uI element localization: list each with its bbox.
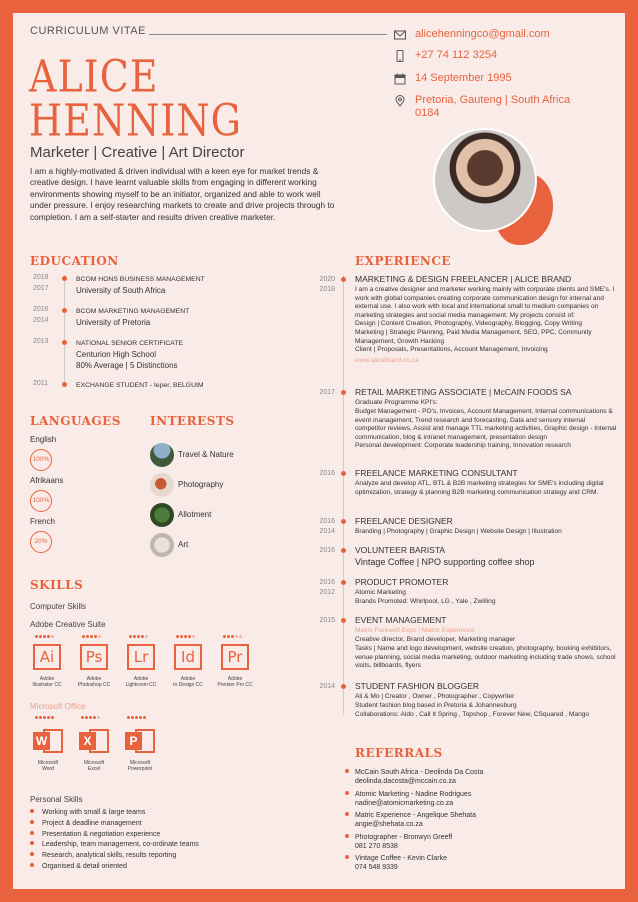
cv-label: CURRICULUM VITAE <box>30 25 146 37</box>
experience-title: RETAIL MARKETING ASSOCIATE | McCAIN FOODS SA <box>355 387 572 397</box>
photography-image <box>150 473 174 497</box>
bullet <box>30 831 34 835</box>
experience-body: Branding | Photography | Graphic Design | Website Design | Illustration <box>355 528 562 535</box>
referral-item <box>345 768 483 786</box>
phone-text: +27 74 112 3254 <box>415 49 498 61</box>
location-pin-icon <box>394 95 406 107</box>
bullet <box>345 791 349 795</box>
experience-title: FREELANCE MARKETING CONSULTANT <box>355 468 518 478</box>
rating-dots <box>35 716 54 719</box>
bullet <box>30 809 34 813</box>
rating-dot <box>133 635 136 638</box>
email-text: alicehenningco@gmail.com <box>415 28 550 40</box>
rating-dot <box>35 635 38 638</box>
rating-dot <box>129 635 132 638</box>
referral-name: Matric Experience - Angelique Shehata <box>355 812 477 819</box>
language-level: 100% <box>30 490 52 512</box>
personal-skill-text: Organised & detail oriented <box>42 863 127 870</box>
rating-dots <box>81 716 100 719</box>
languages-title: LANGUAGES <box>30 414 121 428</box>
rating-dot <box>51 635 54 638</box>
app-badge: W <box>33 732 50 750</box>
app-label: Powerpoint <box>127 766 153 772</box>
adobe-heading: Adobe Creative Suite <box>30 620 106 629</box>
app-label: Microsoft <box>129 760 151 766</box>
art-image <box>150 533 174 557</box>
experience-dot <box>341 471 346 476</box>
referral-name: McCain South Africa - Deolinda Da Costa <box>355 769 484 776</box>
experience-body: Student fashion blog based in Pretoria & Johannesburg <box>355 702 517 709</box>
experience-muted: Matric Farewell Expo | Matric Experience <box>355 627 475 634</box>
rating-dot <box>145 635 148 638</box>
rating-dot <box>89 716 92 719</box>
personal-skill-item <box>30 852 176 859</box>
app-label: Lightroom CC <box>125 682 157 688</box>
education-line: EXCHANGE STUDENT - Ieper, BELGUIM <box>76 382 204 389</box>
experience-title: PRODUCT PROMOTER <box>355 577 449 587</box>
experience-year-start: 2014 <box>319 683 335 690</box>
bullet <box>30 841 34 845</box>
referral-name: Atomic Marketing - Nadine Rodrigues <box>355 790 472 798</box>
rating-dot <box>235 635 238 638</box>
allotment-image <box>150 503 174 527</box>
rating-dots <box>82 635 101 638</box>
rating-dots <box>129 635 148 638</box>
referral-item <box>345 833 452 851</box>
personal-skill-item <box>30 841 199 848</box>
app-label: Illustrator CC <box>32 682 62 688</box>
word-icon <box>33 726 63 756</box>
education-year-start: 2016 <box>33 306 49 313</box>
rating-dot <box>137 635 140 638</box>
calendar-icon <box>394 73 406 85</box>
interests-title: INTERESTS <box>150 414 235 428</box>
experience-year-start: 2015 <box>319 617 335 624</box>
education-year-start: 2013 <box>33 338 49 345</box>
education-year-start: 2018 <box>33 274 49 281</box>
profile-photo <box>433 128 537 232</box>
language-name: English <box>30 435 57 444</box>
personal-skill-text: Leadership, team management, co-ordinate teams <box>42 841 199 849</box>
rating-dot <box>82 635 85 638</box>
experience-year-start: 2020 <box>319 276 335 283</box>
skills-title: SKILLS <box>30 578 84 592</box>
computer-skills-heading: Computer Skills <box>30 602 87 611</box>
rating-dot <box>94 635 97 638</box>
referral-item <box>345 811 476 829</box>
experience-link[interactable]: www.alicebrand.co.za <box>355 357 419 364</box>
adobe-ps-icon: Ps <box>80 644 108 670</box>
language-name: Afrikaans <box>30 476 64 485</box>
experience-year-start: 2016 <box>319 579 335 586</box>
location-line-1: Pretoria, Gauteng | South Africa <box>415 94 571 106</box>
experience-dot <box>341 548 346 553</box>
education-dot <box>62 276 67 281</box>
rating-dot <box>81 716 84 719</box>
bullet <box>345 769 349 773</box>
personal-skill-item <box>30 831 160 838</box>
experience-dot <box>341 580 346 585</box>
app-label: Excel <box>87 766 101 772</box>
app-label: Adobe <box>86 676 102 682</box>
experience-title: EVENT MANAGEMENT <box>355 615 447 625</box>
education-line: 80% Average | 5 Distinctions <box>76 361 178 370</box>
contact-email[interactable] <box>394 28 550 41</box>
header-divider <box>149 34 387 35</box>
app-badge: P <box>125 732 142 750</box>
referral-contact: angie@shehata.co.za <box>355 821 423 828</box>
rating-dot <box>176 635 179 638</box>
bullet <box>345 812 349 816</box>
app-badge: X <box>79 732 96 750</box>
rating-dots <box>127 716 146 719</box>
experience-year-end: 2014 <box>319 528 335 535</box>
personal-skill-text: Working with small & large teams <box>42 809 146 816</box>
rating-dot <box>227 635 230 638</box>
education-dot <box>62 308 67 313</box>
app-label: Microsoft <box>83 760 105 766</box>
rating-dot <box>135 716 138 719</box>
education-year-end: 2014 <box>33 317 49 324</box>
location-line-2: 0184 <box>415 107 440 119</box>
interest-label: Photography <box>178 480 224 489</box>
contact-dob <box>394 72 512 85</box>
rating-dot <box>184 635 187 638</box>
experience-timeline <box>343 275 344 715</box>
experience-body: Design | Content Creation, Photography, Videography, Blogging, Copy Writing <box>355 320 583 327</box>
referral-contact: deolinda.dacosta@mccain.co.za <box>355 778 456 785</box>
rating-dot <box>141 635 144 638</box>
experience-body: Personal development: Corporate leadership training, Innovation research <box>355 442 571 449</box>
experience-title: MARKETING & DESIGN FREELANCER | ALICE BRAND <box>355 274 572 284</box>
experience-body: Graduate Programme KPI's: <box>355 399 438 406</box>
personal-skills-heading: Personal Skills <box>30 795 83 804</box>
rating-dot <box>139 716 142 719</box>
bio: I am a highly-motivated & driven individual with a keen eye for market trends & creative design. I have learnt valuable skills from engaging in different working environments showing myself to be an initiator, organized and able to work well under pressure. I enjoy researching markets to create and drive projects through to completion. I am a self-starter and results driven creative marketer. <box>30 166 335 222</box>
interest-label: Art <box>178 540 189 549</box>
experience-body: Client | Proposals, Presentations, Account Management, Invoicing <box>355 346 548 353</box>
personal-skill-item <box>30 820 142 827</box>
bullet <box>30 820 34 824</box>
experience-body: Marketing | Strategic Planning, Paid Media Management, SEO, PPC, Community Management, Growth Hacking <box>355 329 592 345</box>
experience-dot <box>341 390 346 395</box>
app-label: Microsoft <box>37 760 59 766</box>
phone-icon <box>394 50 406 62</box>
ms-heading: Microsoft Office <box>30 702 86 711</box>
rating-dot <box>85 716 88 719</box>
adobe-lr-icon: Lr <box>127 644 155 670</box>
personal-skill-text: Research, analytical skills, results reporting <box>42 852 177 860</box>
app-label: Adobe <box>133 676 149 682</box>
powerpoint-icon <box>125 726 155 756</box>
travel-nature-image <box>150 443 174 467</box>
experience-year-end: 2012 <box>319 589 335 596</box>
experience-subtitle: Vintage Coffee | NPO supporting coffee shop <box>355 557 535 567</box>
language-level: 100% <box>30 449 52 471</box>
rating-dot <box>239 635 242 638</box>
language-level: 20% <box>30 531 52 553</box>
education-dot <box>62 382 67 387</box>
experience-year-start: 2016 <box>319 547 335 554</box>
rating-dot <box>97 716 100 719</box>
rating-dot <box>98 635 101 638</box>
bullet <box>345 855 349 859</box>
rating-dot <box>231 635 234 638</box>
rating-dot <box>43 635 46 638</box>
experience-body: Creative director, Brand developer, Marketing manager <box>355 636 516 643</box>
experience-body: Tasks | Name and logo development, website creation, photography, booking exhibitors, venue planning, social media marketing, outdoor marketing including trade shows, school visits, billboards, flyers <box>355 645 616 669</box>
dob-text: 14 September 1995 <box>415 72 512 84</box>
app-label: Adobe <box>227 676 243 682</box>
interest-label: Travel & Nature <box>178 450 234 459</box>
rating-dot <box>188 635 191 638</box>
rating-dot <box>43 716 46 719</box>
experience-title: FREELANCE DESIGNER <box>355 516 453 526</box>
referral-name: Photographer - Bronwyn Greeff <box>355 833 453 841</box>
bullet <box>30 852 34 856</box>
rating-dots <box>35 635 54 638</box>
education-dot <box>62 340 67 345</box>
language-name: French <box>30 517 55 526</box>
experience-year-start: 2016 <box>319 470 335 477</box>
adobe-pr-icon: Pr <box>221 644 249 670</box>
experience-body: I am a creative designer and marketer working mainly with corporate clients and SME's. I work with global companies creating corporate communication design for internal and external use. I also work with local and international small to medium companies on marketing strategies and social media management. My projects consist of: <box>355 286 615 319</box>
app-label: Adobe <box>180 676 196 682</box>
app-label: Premier Pro CC <box>217 682 253 688</box>
education-line: University of South Africa <box>76 286 166 295</box>
experience-body: Collaborations: Aldo , Call It Spring , Topshop , Forever New, CSquared , Mango <box>355 711 590 718</box>
personal-skill-text: Project & deadline management <box>42 819 142 827</box>
education-year-start: 2011 <box>33 380 49 387</box>
rating-dot <box>143 716 146 719</box>
education-title: EDUCATION <box>30 254 119 268</box>
app-label: Word <box>42 766 54 772</box>
adobe-id-icon: Id <box>174 644 202 670</box>
education-line: Centurion High School <box>76 350 157 359</box>
app-label: Photoshop CC <box>77 682 111 688</box>
rating-dot <box>93 716 96 719</box>
rating-dot <box>223 635 226 638</box>
app-label: Adobe <box>39 676 55 682</box>
personal-skill-item <box>30 809 145 816</box>
experience-body: Budget Management - PO's, Invoices, Account Management, Internal communications & event management, Trend research and forecasting, Data and sensory internal competitor reviews, Assist and manage TTL marketing activities, Graphic design - Internal communication, blog & intranet management, presentation design <box>355 408 617 441</box>
education-year-end: 2017 <box>33 285 49 292</box>
education-line: BCOM HONS BUSINESS MANAGEMENT <box>76 276 205 283</box>
rating-dots <box>223 635 242 638</box>
location-text <box>415 94 570 120</box>
tagline: Marketer | Creative | Art Director <box>30 144 245 161</box>
rating-dot <box>192 635 195 638</box>
rating-dots <box>176 635 195 638</box>
rating-dot <box>127 716 130 719</box>
bullet <box>345 834 349 838</box>
rating-dot <box>90 635 93 638</box>
education-line: NATIONAL SENIOR CERTIFICATE <box>76 340 184 347</box>
experience-dot <box>341 277 346 282</box>
interest-label: Allotment <box>178 510 212 519</box>
excel-icon <box>79 726 109 756</box>
experience-title: VOLUNTEER BARISTA <box>355 545 446 555</box>
rating-dot <box>47 716 50 719</box>
rating-dot <box>86 635 89 638</box>
rating-dot <box>39 635 42 638</box>
experience-year-end: 2018 <box>319 286 335 293</box>
referral-name: Vintage Coffee - Kevin Clarke <box>355 855 447 862</box>
rating-dot <box>51 716 54 719</box>
resume-page <box>13 13 625 889</box>
education-line: University of Pretoria <box>76 318 151 327</box>
app-label: In Design CC <box>173 682 203 688</box>
rating-dot <box>35 716 38 719</box>
personal-skill-item <box>30 863 127 870</box>
rating-dot <box>180 635 183 638</box>
rating-dot <box>39 716 42 719</box>
education-timeline <box>64 275 65 387</box>
contact-phone[interactable] <box>394 49 497 62</box>
referral-contact: 081 270 8538 <box>355 842 398 850</box>
experience-body: Ali & Mo | Creator , Owner , Photographer , Copywriter <box>355 693 515 700</box>
experience-dot <box>341 618 346 623</box>
experience-year-start: 2017 <box>319 389 335 396</box>
experience-dot <box>341 684 346 689</box>
adobe-ai-icon: Ai <box>33 644 61 670</box>
referral-item <box>345 854 447 872</box>
experience-body: Brands Promoted: Whirlpool, LG , Yale , Zwilling <box>355 598 496 605</box>
profile-photo-area <box>433 125 553 255</box>
first-name: ALICE <box>29 51 159 102</box>
experience-title: STUDENT FASHION BLOGGER <box>355 681 480 691</box>
experience-body: Atomic Marketing <box>355 589 406 596</box>
rating-dot <box>47 635 50 638</box>
referral-contact: 074 548 9339 <box>355 864 398 871</box>
personal-skill-text: Presentation & negotiation experience <box>42 830 161 838</box>
last-name: HENNING <box>29 95 242 146</box>
referral-item <box>345 790 471 808</box>
referral-contact: nadine@atomicmarketing.co.za <box>355 799 454 807</box>
contact-location <box>394 94 570 120</box>
bullet <box>30 863 34 867</box>
experience-title: EXPERIENCE <box>355 254 452 268</box>
education-line: BCOM MARKETING MANAGEMENT <box>76 308 190 315</box>
experience-body: Analyze and develop ATL, BTL & B2B marketing strategies for SME's including digital optimization, strategy & planning B2B marketing communication strategy and CRM. <box>355 480 604 496</box>
experience-dot <box>341 519 346 524</box>
experience-year-start: 2016 <box>319 518 335 525</box>
referrals-title: REFERRALS <box>355 746 443 760</box>
rating-dot <box>131 716 134 719</box>
email-icon <box>394 29 406 41</box>
